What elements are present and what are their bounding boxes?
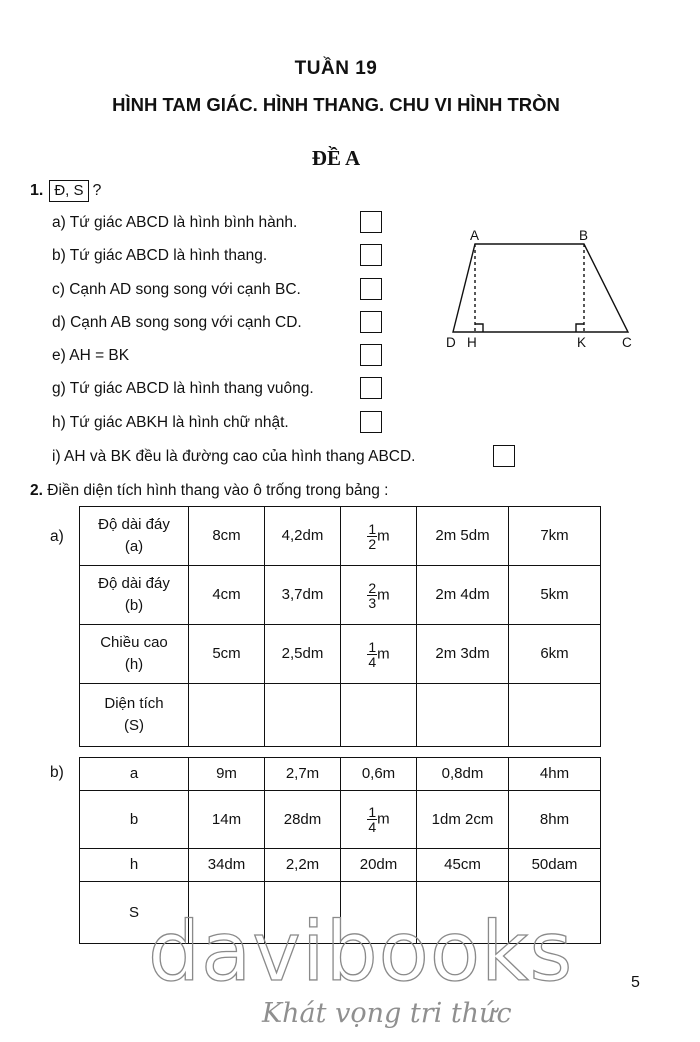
table-row (80, 684, 601, 747)
cell-fraction: $\frac{2}{3}$ m (341, 566, 417, 625)
label-c: C (622, 335, 632, 350)
q1-item-b: b) Tứ giác ABCD là hình thang. (52, 247, 268, 264)
label-a: A (470, 228, 480, 243)
row-header: a (80, 758, 189, 791)
row-header: Độ dài đáy (b) (80, 566, 189, 625)
q1-number: 1. (30, 182, 44, 199)
cell: 5km (509, 566, 601, 625)
q1-item-c: c) Cạnh AD song song với cạnh BC. (52, 281, 301, 298)
week-heading: TUẦN 19 (294, 58, 378, 79)
right-angle-h (475, 324, 483, 332)
part-b-label: b) (50, 764, 64, 781)
cell: 1dm 2cm (417, 791, 509, 849)
watermark-slogan: Khát vọng tri thức (262, 998, 512, 1029)
table-row (80, 625, 601, 684)
row-header: S (80, 882, 189, 944)
row-header: h (80, 849, 189, 882)
table-row (80, 566, 601, 625)
row-header: Chiều cao (h) (80, 625, 189, 684)
cell: 6km (509, 625, 601, 684)
section-title: ĐỀ A (311, 146, 361, 170)
label-d: D (446, 335, 456, 350)
q1-item-a: a) Tứ giác ABCD là hình bình hành. (52, 214, 298, 231)
true-false-box: Đ, S (49, 180, 88, 202)
cell: 2,2m (265, 849, 341, 882)
cell: 4cm (189, 566, 265, 625)
table-row (80, 791, 601, 849)
row-header: Độ dài đáy (a) (80, 507, 189, 566)
cell-fraction: $\frac{1}{2}$ m (341, 507, 417, 566)
q2-heading (30, 482, 389, 500)
table-row (80, 849, 601, 882)
q1-item-h: h) Tứ giác ABKH là hình chữ nhật. (52, 414, 289, 431)
trapezoid-abcd (453, 244, 628, 332)
cell: 45cm (417, 849, 509, 882)
q1-tail: ? (92, 182, 102, 199)
q2-prompt: Điền diện tích hình thang vào ô trống trong bảng : (47, 482, 389, 499)
part-a-label: a) (50, 528, 64, 545)
cell: 7km (509, 507, 601, 566)
answer-cell[interactable] (509, 684, 601, 747)
cell: 0,8dm (417, 758, 509, 791)
table-part-a (79, 506, 601, 747)
cell: 8hm (509, 791, 601, 849)
answer-cell[interactable] (189, 684, 265, 747)
cell: 2,5dm (265, 625, 341, 684)
row-header: b (80, 791, 189, 849)
cell: 0,6m (341, 758, 417, 791)
lesson-title: HÌNH TAM GIÁC. HÌNH THANG. CHU VI HÌNH TRÒN (112, 94, 560, 115)
cell-fraction: $\frac{1}{4}$ m (341, 791, 417, 849)
trapezoid-figure (0, 0, 700, 460)
cell: 2m 3dm (417, 625, 509, 684)
q1-item-i: i) AH và BK đều là đường cao của hình thang ABCD. (52, 448, 416, 465)
answer-cell[interactable] (341, 684, 417, 747)
table-row (80, 758, 601, 791)
page-number: 5 (631, 974, 640, 991)
cell: 9m (189, 758, 265, 791)
q2-number: 2. (30, 482, 43, 499)
cell: 5cm (189, 625, 265, 684)
cell: 20dm (341, 849, 417, 882)
label-h: H (467, 335, 477, 350)
answer-cell[interactable] (417, 684, 509, 747)
table-row (80, 507, 601, 566)
answer-cell[interactable] (265, 684, 341, 747)
label-b: B (579, 228, 589, 243)
q1-item-g: g) Tứ giác ABCD là hình thang vuông. (52, 380, 314, 397)
cell: 4,2dm (265, 507, 341, 566)
cell: 14m (189, 791, 265, 849)
cell: 4hm (509, 758, 601, 791)
cell: 50dam (509, 849, 601, 882)
q1-item-e: e) AH = BK (52, 347, 130, 364)
cell: 2m 5dm (417, 507, 509, 566)
cell: 3,7dm (265, 566, 341, 625)
cell: 2,7m (265, 758, 341, 791)
cell: 34dm (189, 849, 265, 882)
cell-fraction: $\frac{1}{4}$ m (341, 625, 417, 684)
row-header: Diện tích (S) (80, 684, 189, 747)
label-k: K (577, 335, 587, 350)
cell: 28dm (265, 791, 341, 849)
cell: 2m 4dm (417, 566, 509, 625)
cell: 8cm (189, 507, 265, 566)
q1-item-d: d) Cạnh AB song song với cạnh CD. (52, 314, 302, 331)
watermark-brand: davibooks (148, 905, 574, 1000)
right-angle-k (576, 324, 584, 332)
